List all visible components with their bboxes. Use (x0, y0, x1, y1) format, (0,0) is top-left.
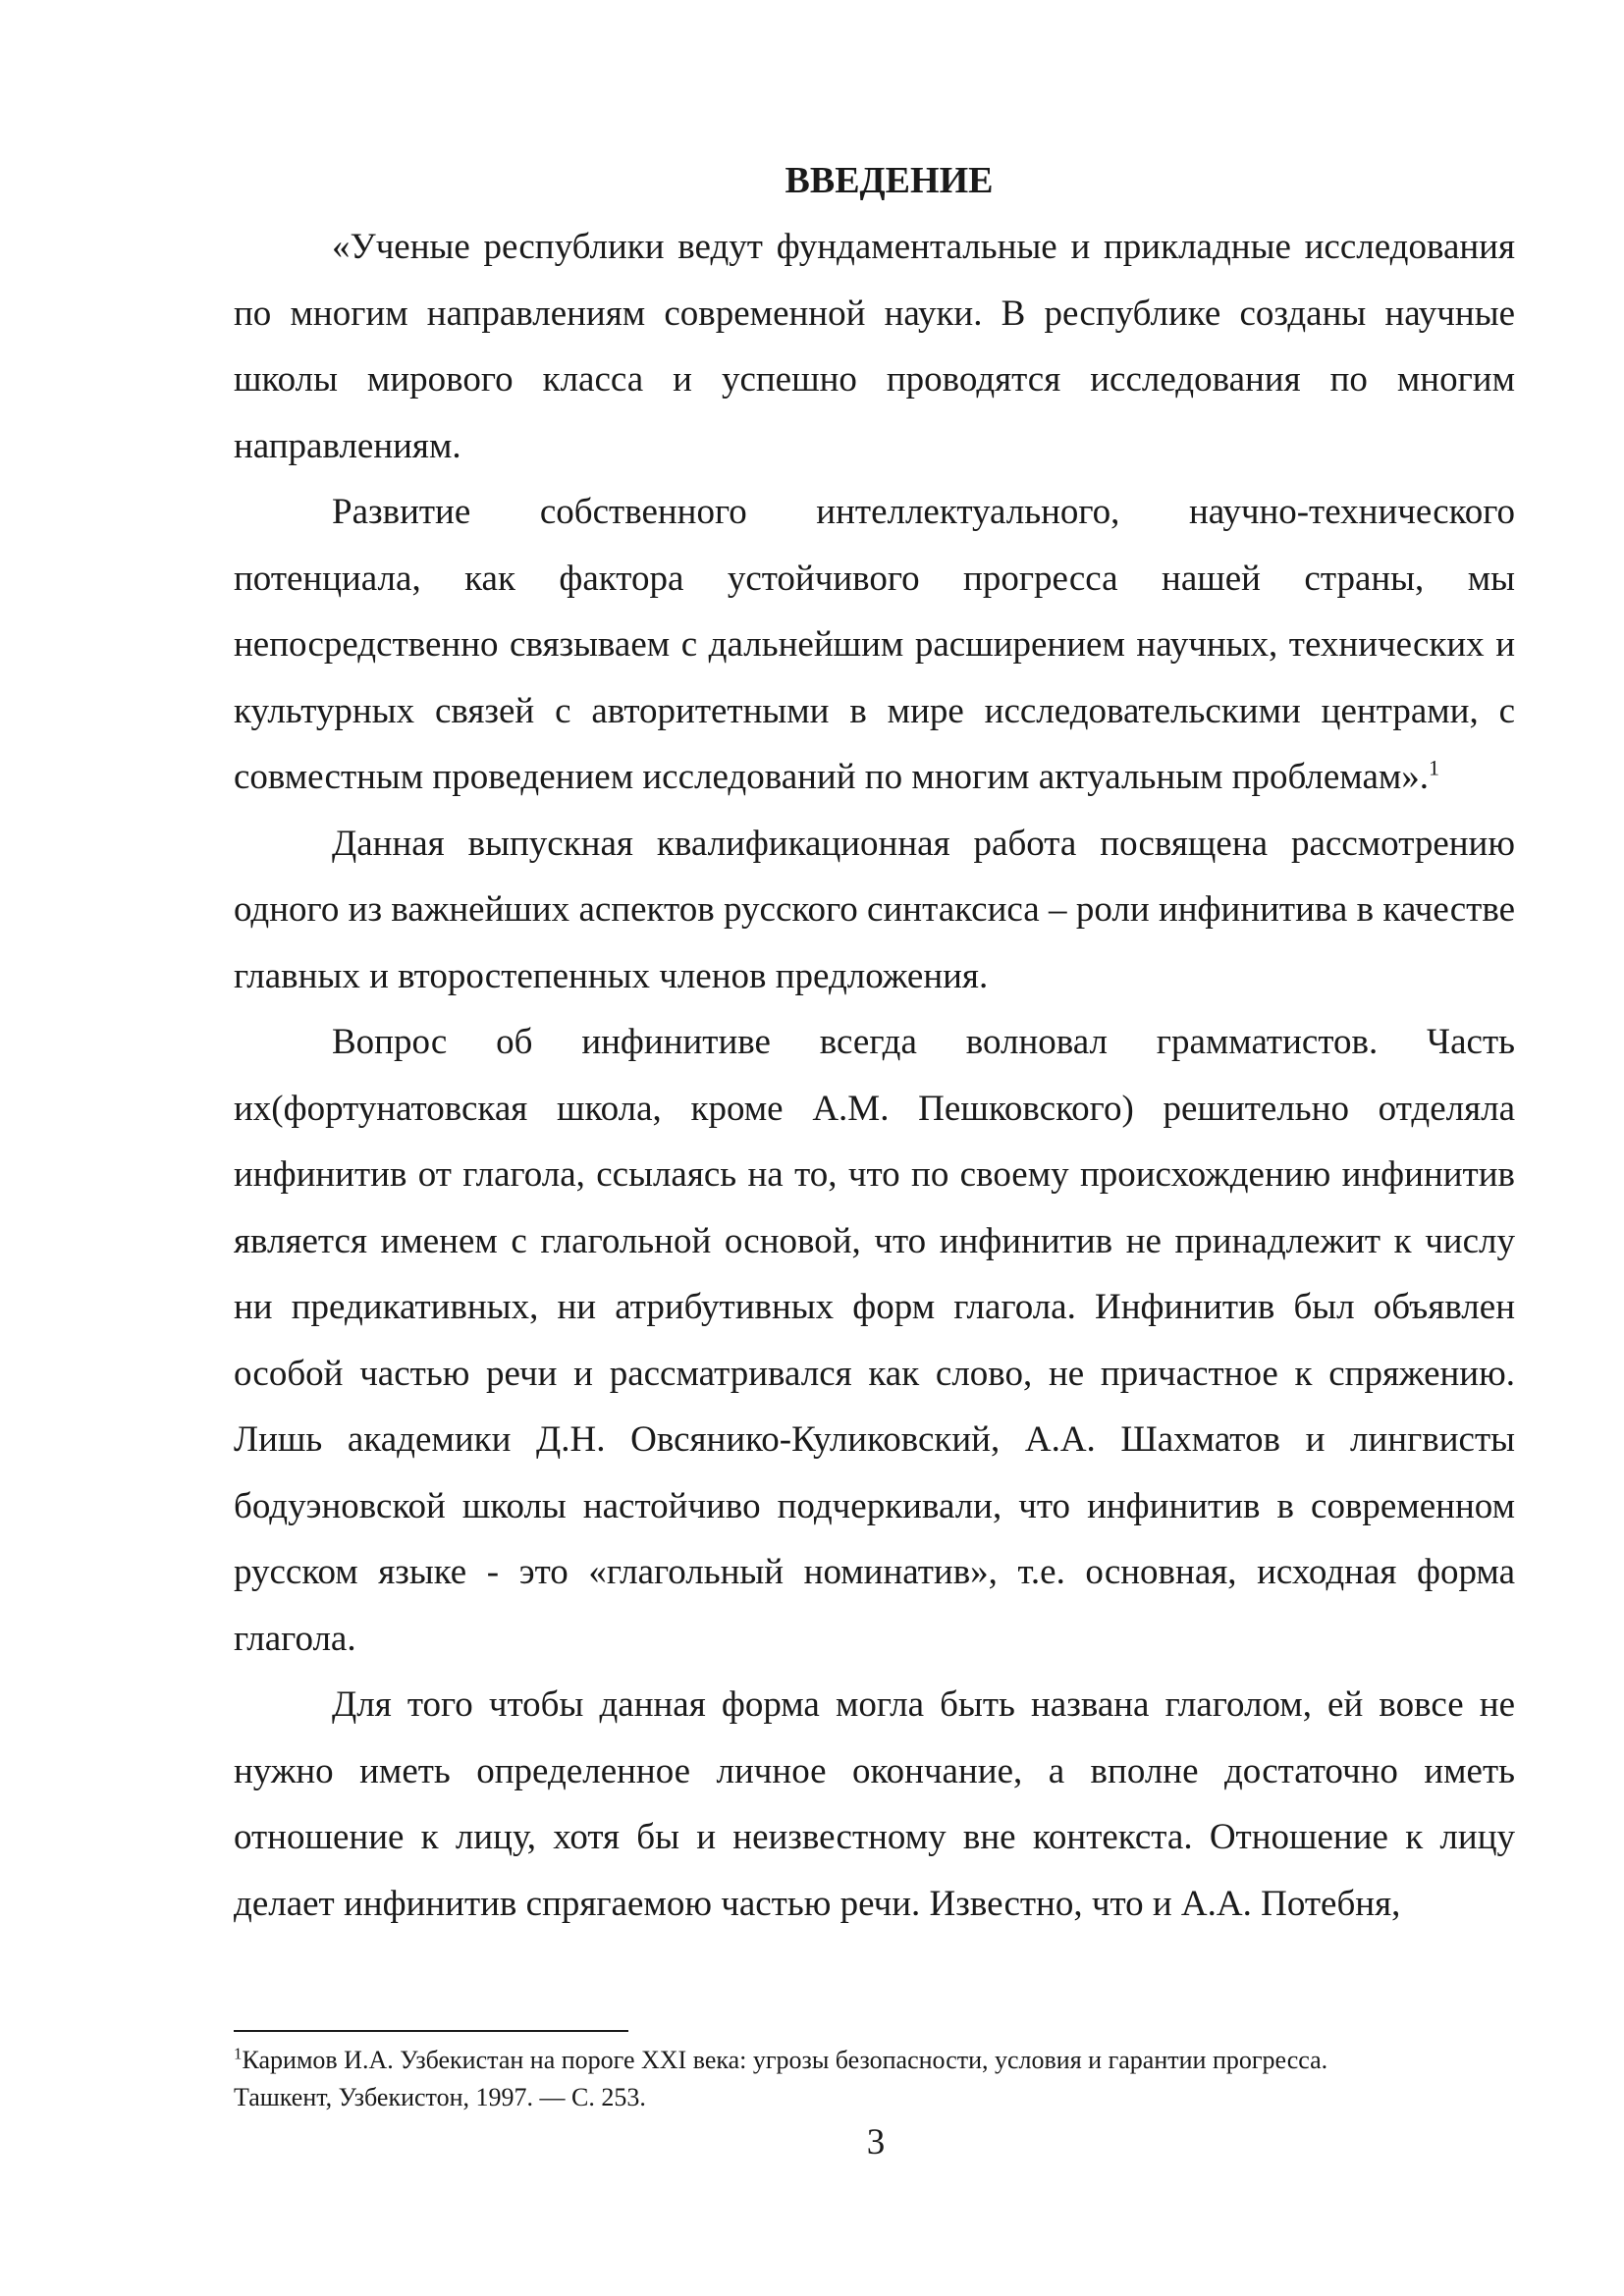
footnote-separator (234, 2030, 628, 2032)
page-body (234, 147, 1515, 1937)
footnote-marker: 1 (234, 2044, 243, 2063)
paragraph-2-text: Развитие собственного интеллектуального, научно-технического потенциала, как фактора устойчивого прогресса нашей страны, мы непосредственно связываем с дальнейшим расширением научных, технических и культурных связей с авторитетными в мире исследовательскими центрами, с совместным проведением исследований по многим актуальным проблемам». (234, 492, 1515, 797)
paragraph-3 (234, 811, 1515, 1010)
section-title: ВВЕДЕНИЕ (785, 160, 994, 201)
paragraph-4-text: Вопрос об инфинитиве всегда волновал грамматистов. Часть их(фортунатовская школа, кроме А.М. Пешковского) решительно отделяла инфинитив от глагола, ссылаясь на то, что по своему происхождению инфинитив является именем с глагольной основой, что инфинитив не принадлежит к числу ни предикативных, ни атрибутивных форм глагола. Инфинитив был объявлен особой частью речи и рассматривался как слово, не причастное к спряжению. Лишь академики Д.Н. Овсянико-Куликовский, А.А. Шахматов и лингвисты бодуэновской школы настойчиво подчеркивали, что инфинитив в современном русском языке - это «глагольный номинатив», т.е. основная, исходная форма глагола. (234, 1022, 1515, 1659)
paragraph-5 (234, 1672, 1515, 1937)
paragraph-4 (234, 1009, 1515, 1672)
paragraph-2 (234, 479, 1515, 811)
paragraph-1-text: «Ученые республики ведут фундаментальные и прикладные исследования по многим направлениям современной науки. В республике созданы научные школы мирового класса и успешно проводятся исследования по многим направлениям. (234, 227, 1515, 466)
page-number: 3 (866, 2122, 886, 2163)
footnote-reference[interactable]: 1 (1429, 755, 1440, 780)
paragraph-1 (234, 214, 1515, 479)
paragraph-5-text: Для того чтобы данная форма могла быть названа глаголом, ей вовсе не нужно иметь определенное личное окончание, а вполне достаточно иметь отношение к лицу, хотя бы и неизвестному вне контекста. Отношение к лицу делает инфинитив спрягаемою частью речи. Известно, что и А.А. Потебня, (234, 1684, 1515, 1924)
footnote-line-2: Ташкент, Узбекистон, 1997. — С. 253. (234, 2083, 646, 2111)
paragraph-3-text: Данная выпускная квалификационная работа посвящена рассмотрению одного из важнейших аспектов русского синтаксиса – роли инфинитива в качестве главных и второстепенных членов предложения. (234, 823, 1515, 996)
footnote (234, 2042, 1515, 2116)
footnote-line-1: Каримов И.А. Узбекистан на пороге XXI века: угрозы безопасности, условия и гарантии прогресса. (242, 2046, 1328, 2074)
